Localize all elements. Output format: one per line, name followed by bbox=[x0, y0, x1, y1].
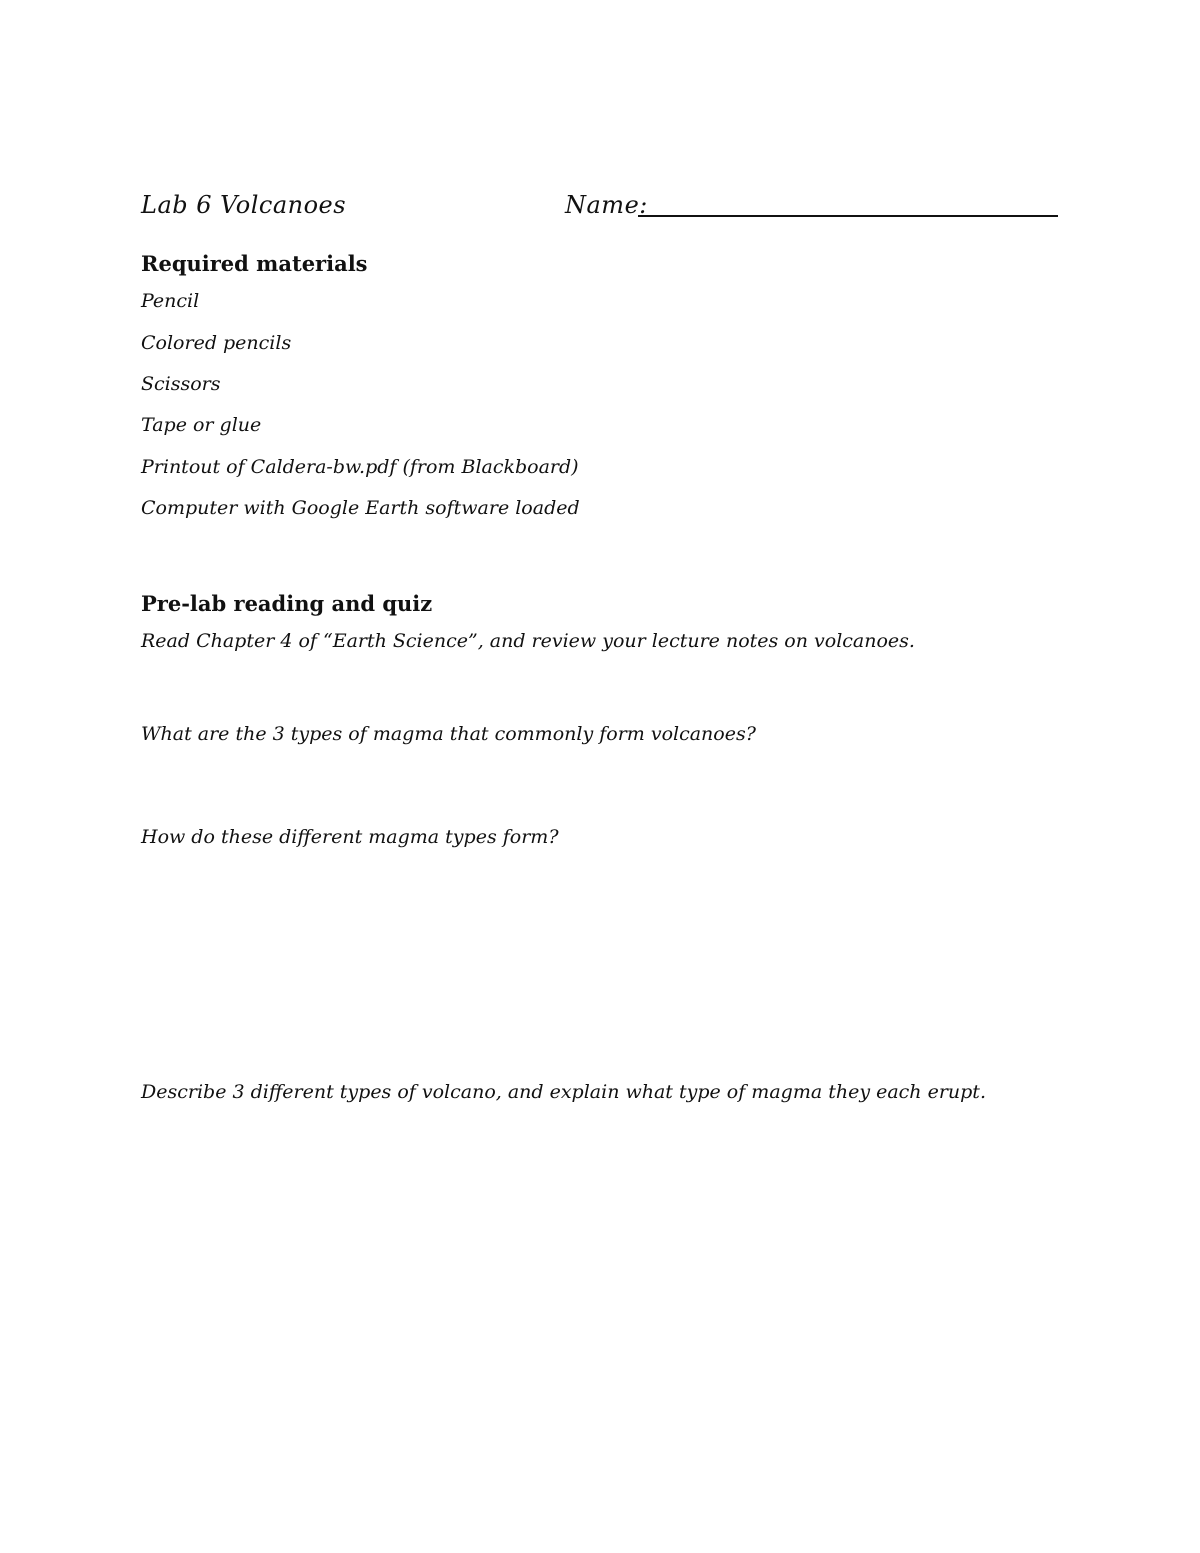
prelab-question: Describe 3 different types of volcano, and explain what type of magma they each erupt. bbox=[141, 1081, 986, 1103]
material-item: Colored pencils bbox=[141, 332, 292, 354]
prelab-heading: Pre-lab reading and quiz bbox=[141, 591, 433, 616]
material-item: Tape or glue bbox=[141, 414, 262, 436]
material-item: Printout of Caldera-bw.pdf (from Blackboard) bbox=[141, 456, 579, 478]
material-item: Pencil bbox=[141, 290, 200, 312]
materials-heading: Required materials bbox=[141, 251, 368, 276]
name-label: Name: bbox=[565, 191, 648, 219]
lab-title: Lab 6 Volcanoes bbox=[141, 191, 347, 219]
material-item: Scissors bbox=[141, 373, 221, 395]
prelab-question: How do these different magma types form? bbox=[141, 826, 559, 848]
prelab-instruction: Read Chapter 4 of “Earth Science”, and review your lecture notes on volcanoes. bbox=[141, 630, 915, 652]
name-blank-line[interactable] bbox=[638, 215, 1058, 217]
material-item: Computer with Google Earth software loaded bbox=[141, 497, 580, 519]
prelab-question: What are the 3 types of magma that commonly form volcanoes? bbox=[141, 723, 756, 745]
